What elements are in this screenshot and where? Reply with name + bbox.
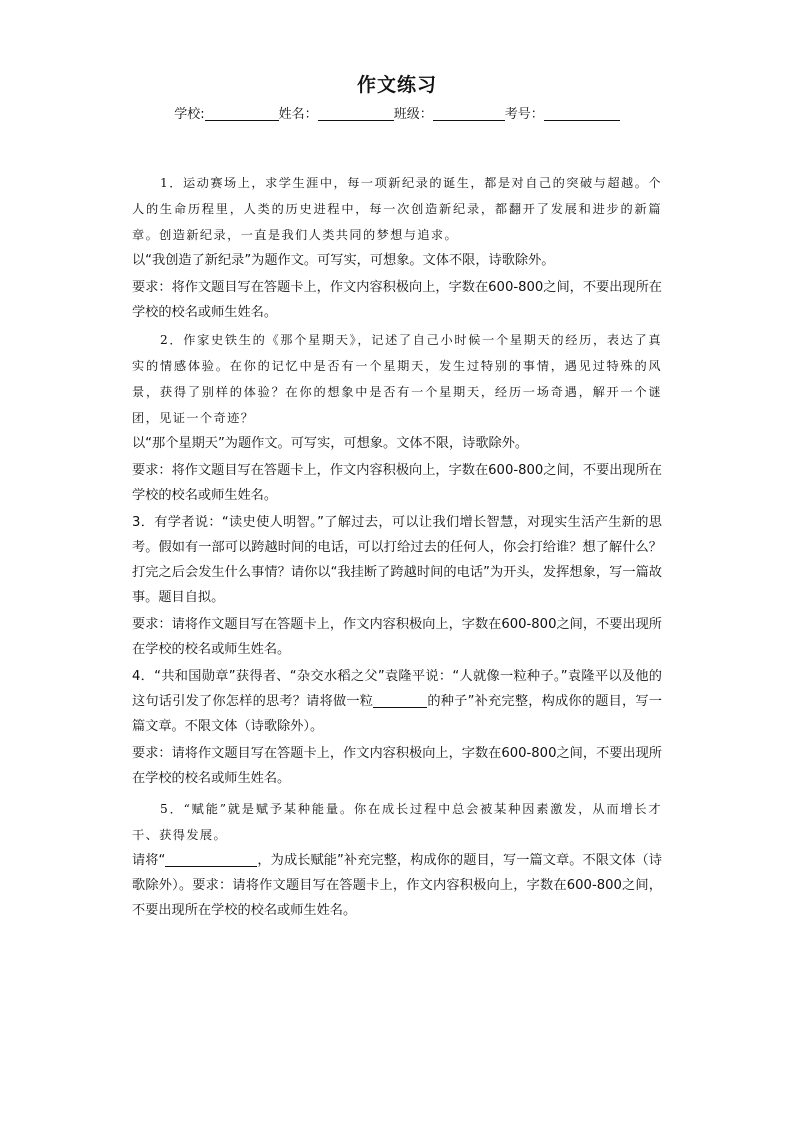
page-title: 作文练习	[356, 74, 437, 96]
number-label: 考号：	[504, 107, 544, 122]
q1-task: 以“我创造了新纪录”为题作文。可写实，可想象。文体不限，诗歌除外。	[132, 253, 555, 268]
q4-material-before: 4．“共和国勋章”获得者、“杂交水稻之父”袁隆平说：“人就像一粒种子。”袁隆平以及他的这句话引发了你怎样的思考？请将做一粒	[132, 669, 662, 709]
q5-material: 5．“赋能”就是赋予某种能量。你在成长过程中总会被某种因素激发，从而增长才干、获得发展。	[132, 802, 662, 842]
school-blank	[205, 106, 279, 121]
number-blank	[544, 106, 620, 121]
q5-task-before: 请将“	[132, 853, 166, 868]
q1-material: 1．运动赛场上，求学生涯中，每一项新纪录的诞生，都是对自己的突破与超越。个人的生命历程里，人类的历史进程中，每一次创造新纪录，都翻开了发展和进步的新篇章。创造新纪录，一直是我们人类共同的梦想与追求。	[132, 176, 662, 242]
q2-material: 2．作家史铁生的《那个星期天》，记述了自己小时候一个星期天的经历，表达了真实的情感体验。在你的记忆中是否有一个星期天，发生过特别的事情，遇见过特殊的风景，获得了别样的体验？在你的想象中是否有一个星期天，经历一场奇遇，解开一个谜团，见证一个奇迹？	[132, 333, 662, 425]
name-blank	[318, 106, 394, 121]
class-label: 班级：	[393, 107, 433, 122]
q2-requirement: 要求：将作文题目写在答题卡上，作文内容积极向上，字数在600-800之间，不要出现所在学校的校名或师生姓名。	[132, 463, 662, 503]
q4-fill-blank	[373, 693, 427, 708]
essay-questions	[132, 170, 662, 923]
q2-task: 以“那个星期天”为题作文。可写实，可想象。文体不限，诗歌除外。	[132, 436, 529, 451]
q4-material-after: 的种子”补充完整，构成你的题目，写一篇文章。不限文体（诗歌除外）。	[132, 694, 662, 734]
q3-material: 3．有学者说：“读史使人明智。”了解过去，可以让我们增长智慧，对现实生活产生新的思考。假如有一部可以跨越时间的电话，可以打给过去的任何人，你会打给谁？想了解什么？打完之后会发生什么事情？请你以“我挂断了跨越时间的电话”为开头，发挥想象，写一篇故事。题目自拟。	[132, 515, 662, 605]
q1-requirement: 要求：将作文题目写在答题卡上，作文内容积极向上，字数在600-800之间，不要出现所在学校的校名或师生姓名。	[132, 280, 662, 320]
student-info-line	[0, 103, 794, 122]
q5-fill-blank	[165, 852, 257, 867]
class-blank	[433, 106, 505, 121]
q5-task-after: ，为成长赋能”补充完整，构成你的题目，写一篇文章。不限文体（诗歌除外）。要求：请将作文题目写在答题卡上，作文内容积极向上，字数在600-800之间，不要出现所在学校的校名或师生姓名。	[132, 853, 662, 918]
q4-requirement: 要求：请将作文题目写在答题卡上，作文内容积极向上，字数在600-800之间，不要出现所在学校的校名或师生姓名。	[132, 746, 662, 786]
q4-material	[132, 664, 662, 739]
q5-task	[132, 848, 662, 923]
q3-requirement: 要求：请将作文题目写在答题卡上，作文内容积极向上，字数在600-800之间，不要出现所在学校的校名或师生姓名。	[132, 617, 662, 657]
name-label: 姓名：	[278, 107, 318, 122]
school-label: 学校:	[174, 107, 205, 122]
